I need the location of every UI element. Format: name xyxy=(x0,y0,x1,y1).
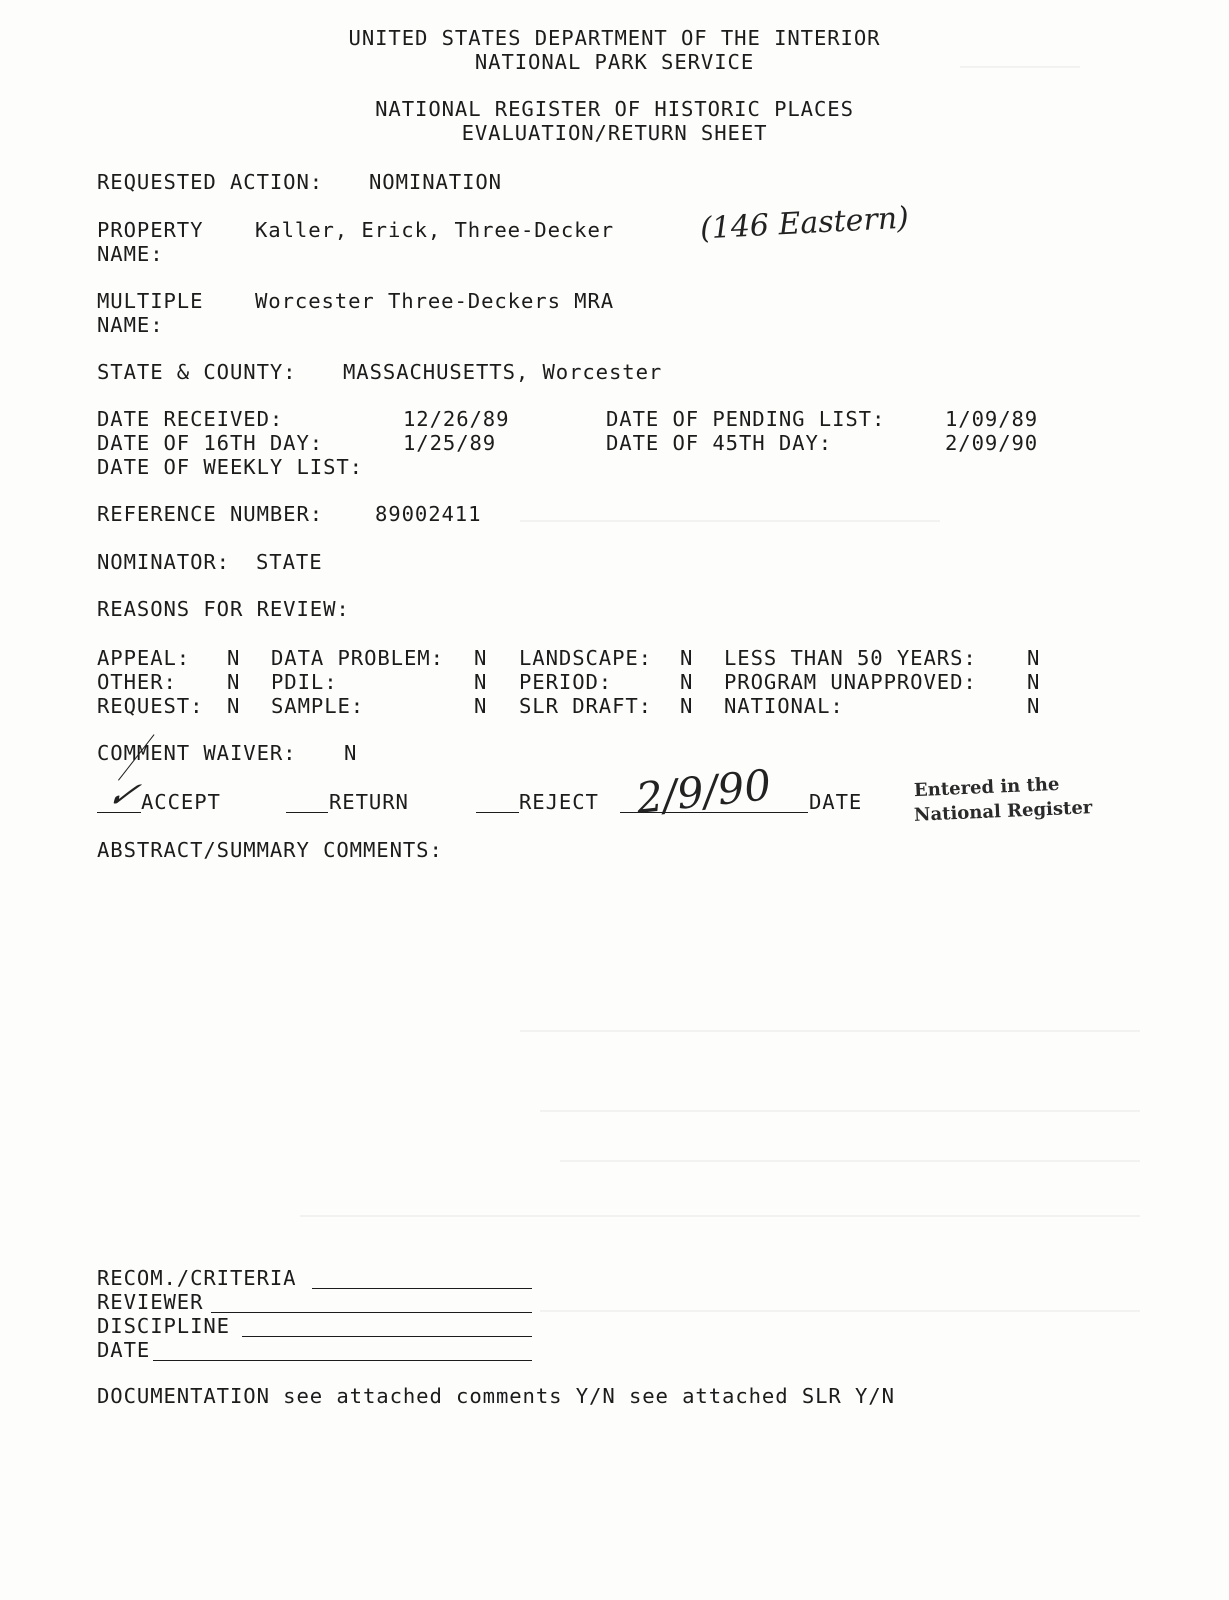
reason-value: N xyxy=(680,694,694,718)
reason-value: N xyxy=(474,670,488,694)
date-received-label: DATE RECEIVED: xyxy=(97,407,284,431)
footer-date-line xyxy=(153,1360,532,1361)
header-line-1: UNITED STATES DEPARTMENT OF THE INTERIOR xyxy=(348,26,881,50)
requested-action-value: NOMINATION xyxy=(369,170,502,194)
header-line-3: NATIONAL REGISTER OF HISTORIC PLACES xyxy=(375,97,854,121)
nominator-label: NOMINATOR: xyxy=(97,550,230,574)
state-county-label: STATE & COUNTY: xyxy=(97,360,297,384)
reference-number-value: 89002411 xyxy=(375,502,482,526)
reason-value: N xyxy=(227,670,241,694)
bleed-through-mark xyxy=(560,1160,1140,1162)
reason-label: SAMPLE: xyxy=(271,694,365,718)
comment-waiver-label: COMMENT WAIVER: xyxy=(97,741,297,765)
handwritten-decision-date: 2/9/90 xyxy=(633,760,774,823)
property-name-label: NAME: xyxy=(97,242,164,266)
reasons-for-review-title: REASONS FOR REVIEW: xyxy=(97,597,350,621)
reason-label: LESS THAN 50 YEARS: xyxy=(724,646,977,670)
date-received-value: 12/26/89 xyxy=(403,407,510,431)
date-45th-day-label: DATE OF 45TH DAY: xyxy=(606,431,833,455)
multiple-label: MULTIPLE xyxy=(97,289,204,313)
reason-value: N xyxy=(680,670,694,694)
entered-register-stamp-line-1: Entered in the xyxy=(913,773,1060,802)
reason-label: OTHER: xyxy=(97,670,177,694)
state-county-value: MASSACHUSETTS, Worcester xyxy=(343,360,663,384)
decision-date-label: DATE xyxy=(809,790,863,814)
entered-register-stamp-line-2: National Register xyxy=(913,797,1093,826)
reason-value: N xyxy=(1027,694,1041,718)
reason-value: N xyxy=(680,646,694,670)
property-label: PROPERTY xyxy=(97,218,204,242)
nominator-value: STATE xyxy=(256,550,323,574)
footer-date-label: DATE xyxy=(97,1338,151,1362)
date-pending-list-label: DATE OF PENDING LIST: xyxy=(606,407,886,431)
reject-blank-line xyxy=(476,812,519,813)
recom-criteria-line xyxy=(312,1288,532,1289)
date-pending-list-value: 1/09/89 xyxy=(945,407,1039,431)
handwritten-address: (146 Eastern) xyxy=(699,200,910,247)
property-name-value: Kaller, Erick, Three-Decker xyxy=(255,218,615,242)
reference-number-label: REFERENCE NUMBER: xyxy=(97,502,324,526)
reason-label: PERIOD: xyxy=(519,670,613,694)
recom-criteria-label: RECOM./CRITERIA xyxy=(97,1266,297,1290)
date-weekly-list-label: DATE OF WEEKLY LIST: xyxy=(97,455,363,479)
reason-value: N xyxy=(227,646,241,670)
reason-value: N xyxy=(474,646,488,670)
reason-label: PROGRAM UNAPPROVED: xyxy=(724,670,977,694)
reason-value: N xyxy=(474,694,488,718)
return-blank-line xyxy=(286,812,328,813)
bleed-through-mark xyxy=(520,1030,1140,1032)
reason-label: SLR DRAFT: xyxy=(519,694,652,718)
bleed-through-mark xyxy=(540,1310,1140,1312)
reason-value: N xyxy=(227,694,241,718)
reason-label: APPEAL: xyxy=(97,646,191,670)
accept-option-label: ACCEPT xyxy=(141,790,221,814)
reason-label: NATIONAL: xyxy=(724,694,844,718)
reject-option-label: REJECT xyxy=(519,790,599,814)
discipline-label: DISCIPLINE xyxy=(97,1314,230,1338)
date-16th-day-label: DATE OF 16TH DAY: xyxy=(97,431,324,455)
bleed-through-mark xyxy=(520,520,940,522)
reason-value: N xyxy=(1027,646,1041,670)
accept-check-mark: ✓ xyxy=(100,775,146,816)
documentation-line: DOCUMENTATION see attached comments Y/N see attached SLR Y/N xyxy=(97,1384,895,1408)
reviewer-line xyxy=(211,1312,532,1313)
reason-label: REQUEST: xyxy=(97,694,204,718)
bleed-through-mark xyxy=(300,1215,1140,1217)
reason-label: PDIL: xyxy=(271,670,338,694)
header-line-2: NATIONAL PARK SERVICE xyxy=(474,50,755,74)
date-16th-day-value: 1/25/89 xyxy=(403,431,497,455)
bleed-through-mark xyxy=(540,1110,1140,1112)
reason-label: LANDSCAPE: xyxy=(519,646,652,670)
date-45th-day-value: 2/09/90 xyxy=(945,431,1039,455)
abstract-summary-label: ABSTRACT/SUMMARY COMMENTS: xyxy=(97,838,443,862)
reviewer-label: REVIEWER xyxy=(97,1290,204,1314)
reason-value: N xyxy=(1027,670,1041,694)
multiple-name-label: NAME: xyxy=(97,313,164,337)
comment-waiver-value: N xyxy=(344,741,358,765)
multiple-name-value: Worcester Three-Deckers MRA xyxy=(255,289,615,313)
discipline-line xyxy=(242,1336,532,1337)
reason-label: DATA PROBLEM: xyxy=(271,646,444,670)
requested-action-label: REQUESTED ACTION: xyxy=(97,170,324,194)
return-option-label: RETURN xyxy=(329,790,409,814)
header-line-4: EVALUATION/RETURN SHEET xyxy=(461,121,768,145)
